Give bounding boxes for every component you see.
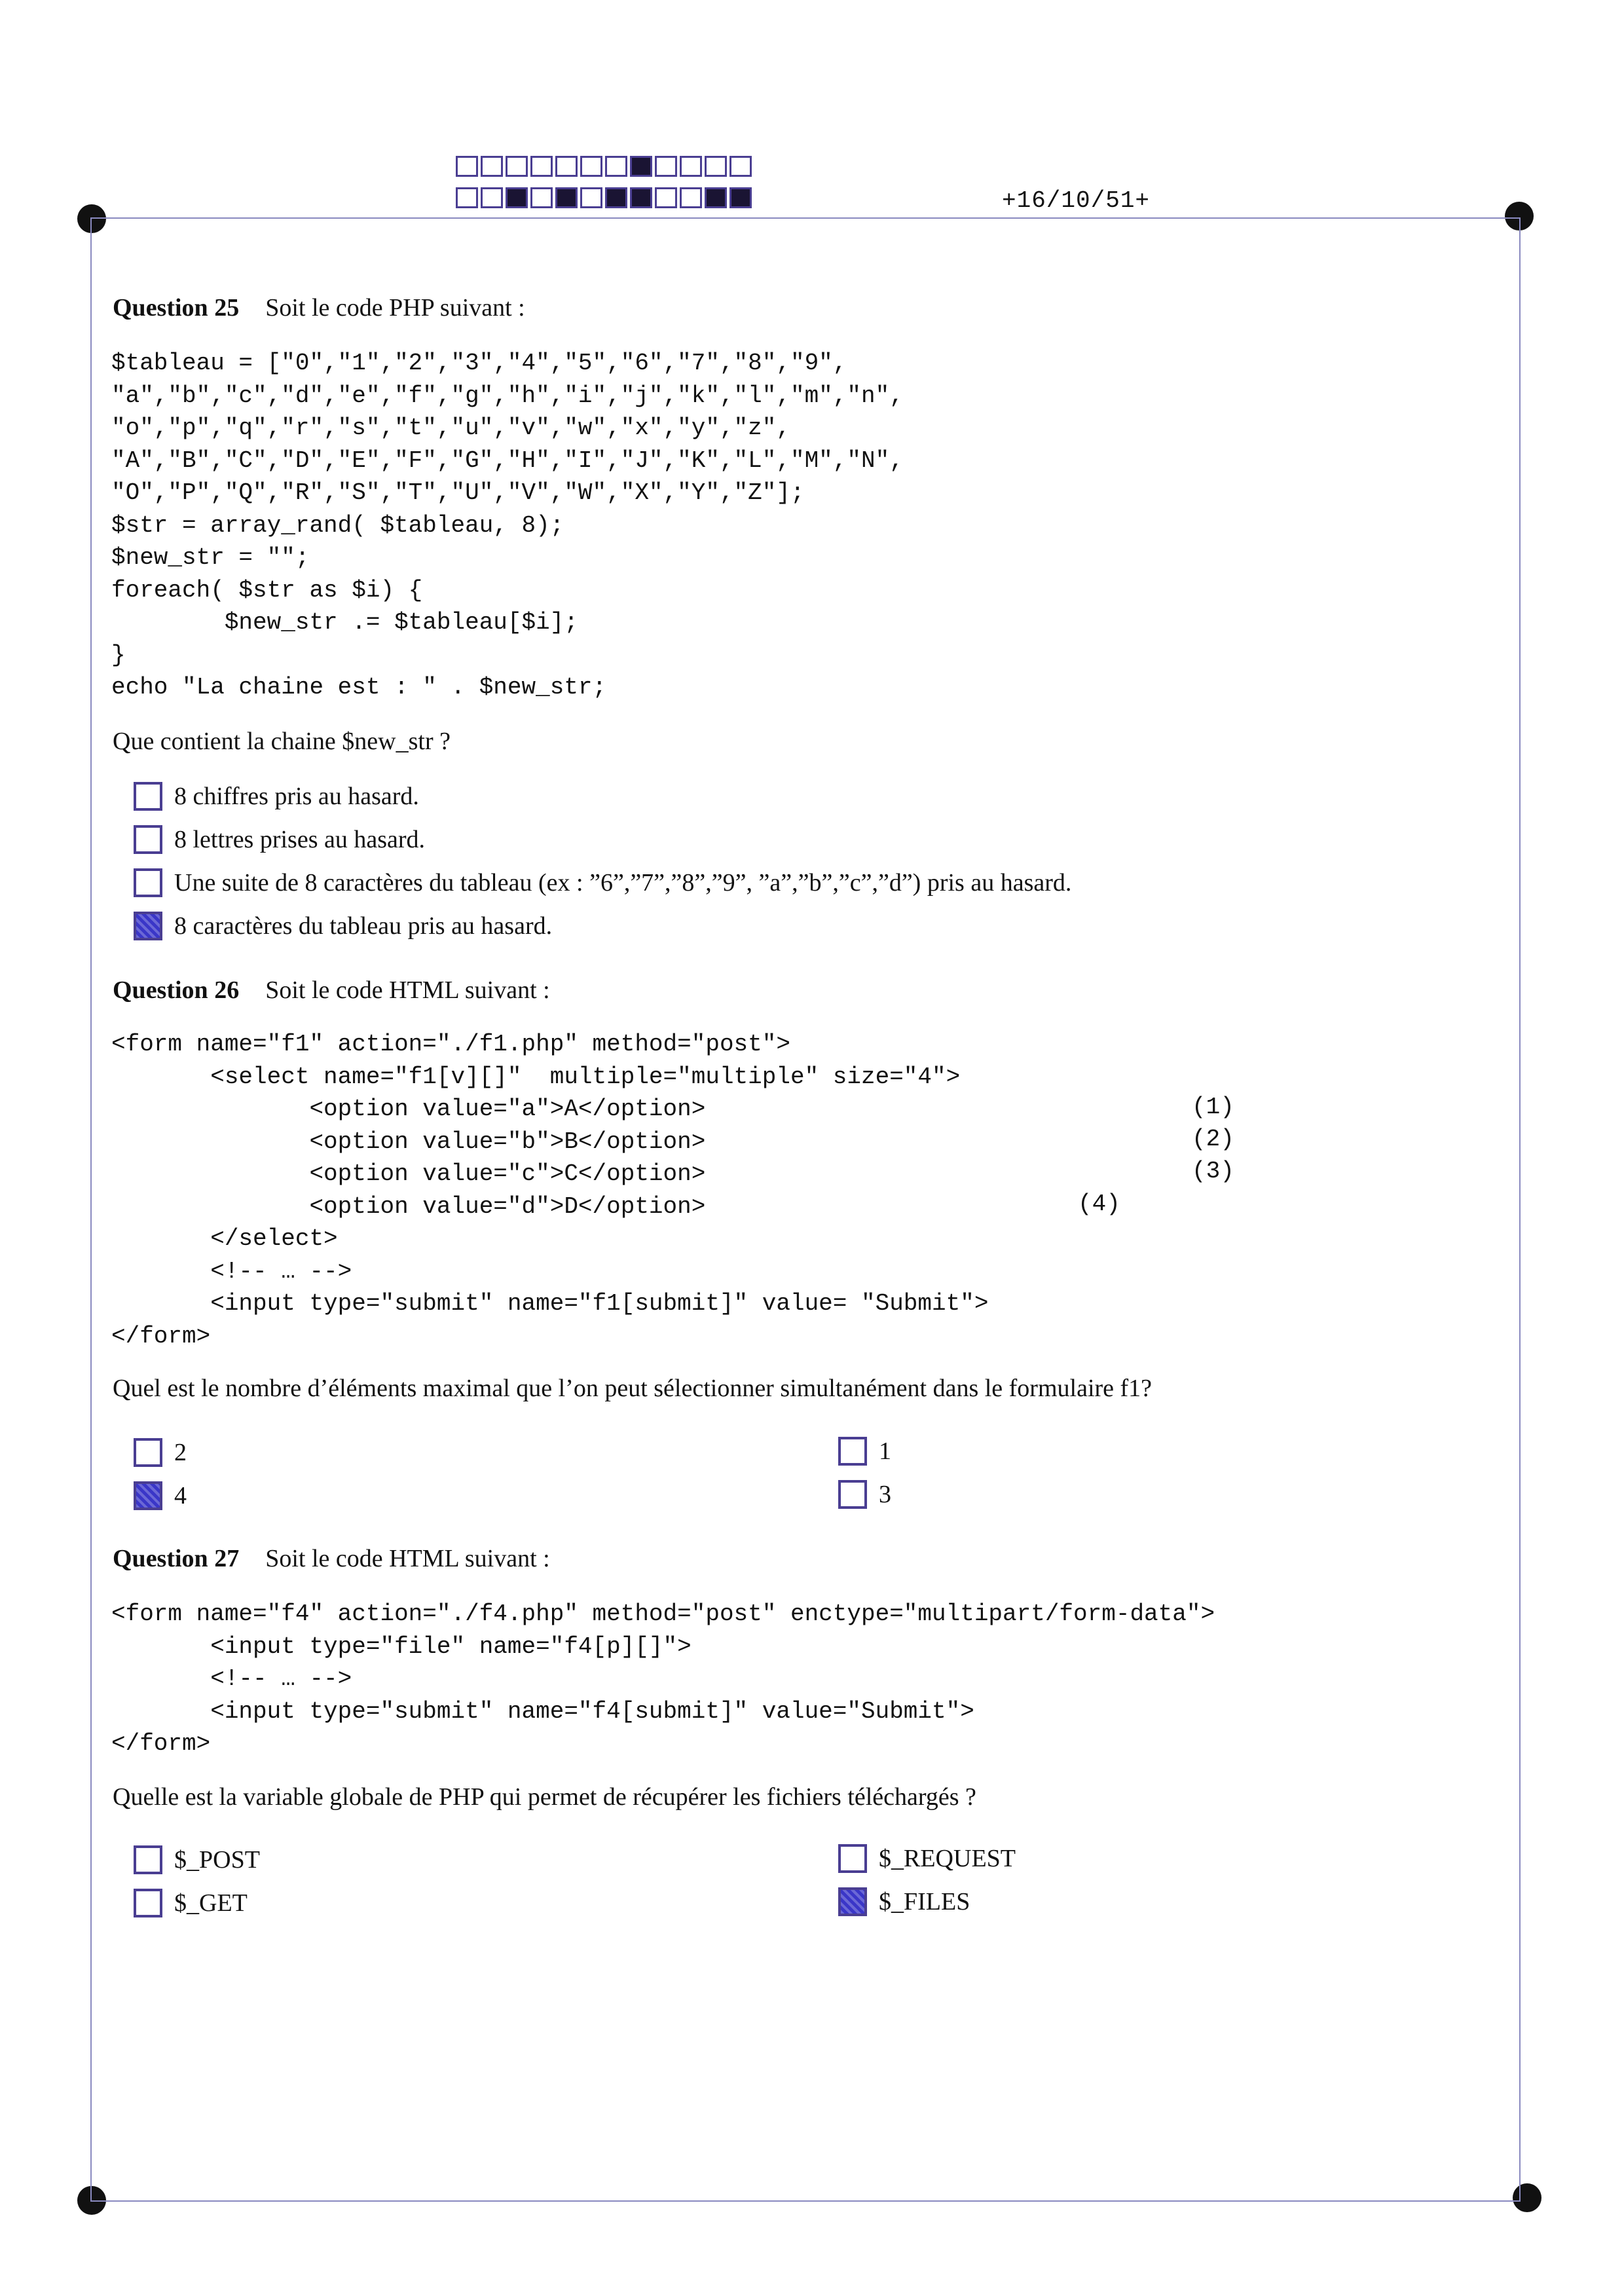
question-26-heading [113, 976, 550, 1005]
q26-choice-3[interactable] [838, 1480, 891, 1509]
checkbox[interactable] [134, 1438, 162, 1467]
q27-prompt: Quelle est la variable globale de PHP qui permet de récupérer les fichiers téléchargés ? [113, 1783, 976, 1811]
q27-choice-post[interactable] [134, 1845, 260, 1874]
q25-choice-2[interactable] [134, 825, 425, 854]
q27-choice-get[interactable] [134, 1889, 248, 1917]
q26-choice-4[interactable] [134, 1481, 187, 1510]
barcode-row-1 [456, 156, 752, 177]
barcode-cell [481, 187, 503, 208]
code-line: <input type="file" name="f4[p][]"> [111, 1633, 692, 1660]
code-line: <form name="f4" action="./f4.php" method="post" enctype="multipart/form-data"> [111, 1601, 1215, 1627]
barcode-cell [456, 156, 478, 177]
barcode-cell [555, 187, 578, 208]
barcode-cell [580, 187, 602, 208]
question-number: Question 27 [113, 1545, 240, 1572]
choice-label: $_GET [174, 1889, 248, 1917]
barcode-cell [506, 156, 528, 177]
code-line: "O","P","Q","R","S","T","U","V","W","X","Y","Z"]; [111, 479, 805, 506]
q25-choice-3[interactable] [134, 868, 1071, 897]
code-line: <!-- … --> [111, 1257, 352, 1285]
code-line: <option value="d">D</option> [111, 1193, 706, 1220]
checkbox[interactable] [134, 825, 162, 854]
choice-label: 8 caractères du tableau pris au hasard. [174, 912, 553, 940]
q27-code-block [111, 1598, 1215, 1760]
code-line: "a","b","c","d","e","f","g","h","i","j","k","l","m","n", [111, 382, 904, 409]
barcode-cell [655, 156, 677, 177]
q26-code-block [111, 1028, 988, 1352]
choice-label: 1 [879, 1437, 891, 1465]
question-number: Question 25 [113, 294, 240, 322]
q26-prompt: Quel est le nombre d’éléments maximal que l’on peut sélectionner simultanément dans le formulaire f1? [113, 1375, 1153, 1402]
code-line: <input type="submit" name="f1[submit]" value= "Submit"> [111, 1290, 989, 1317]
code-line: <input type="submit" name="f4[submit]" value="Submit"> [111, 1697, 974, 1725]
code-line: <option value="b">B</option> [111, 1128, 706, 1155]
barcode-cell [456, 187, 478, 208]
barcode-row-2 [456, 187, 752, 208]
code-line: echo "La chaine est : " . $new_str; [111, 674, 607, 701]
choice-label: $_FILES [879, 1888, 970, 1916]
q27-choice-request[interactable] [838, 1844, 1016, 1873]
code-line: <select name="f1[v][]" multiple="multiple" size="4"> [111, 1063, 961, 1090]
barcode-cell [705, 156, 727, 177]
marker-2: (2) [1192, 1126, 1234, 1153]
question-25-heading [113, 293, 525, 322]
checkbox[interactable] [134, 782, 162, 811]
question-intro: Soit le code PHP suivant : [265, 294, 525, 322]
choice-label: 8 chiffres pris au hasard. [174, 783, 419, 810]
barcode-cell [580, 156, 602, 177]
code-line: foreach( $str as $i) { [111, 576, 423, 604]
barcode-cell [630, 187, 652, 208]
code-line: </select> [111, 1225, 338, 1252]
barcode-cell [555, 156, 578, 177]
q26-choice-2[interactable] [134, 1438, 187, 1467]
q25-code-block [111, 347, 904, 704]
checkbox[interactable] [134, 1481, 162, 1510]
checkbox[interactable] [838, 1437, 867, 1466]
checkbox[interactable] [838, 1844, 867, 1873]
marker-4: (4) [1078, 1191, 1120, 1217]
choice-label: 4 [174, 1482, 187, 1509]
code-line: </form> [111, 1730, 211, 1757]
barcode-cell [729, 187, 752, 208]
choice-label: $_REQUEST [879, 1845, 1016, 1872]
code-line: "A","B","C","D","E","F","G","H","I","J","K","L","M","N", [111, 447, 904, 474]
question-number: Question 26 [113, 976, 240, 1004]
checkbox[interactable] [134, 1889, 162, 1917]
choice-label: 3 [879, 1481, 891, 1508]
barcode-cell [630, 156, 652, 177]
code-line: <!-- … --> [111, 1665, 352, 1692]
barcode-cell [506, 187, 528, 208]
code-line: </form> [111, 1322, 211, 1350]
barcode-cell [680, 187, 702, 208]
q27-choice-files[interactable] [838, 1887, 970, 1916]
choice-label: 2 [174, 1439, 187, 1466]
checkbox[interactable] [134, 1845, 162, 1874]
barcode-cell [729, 156, 752, 177]
barcode-cell [680, 156, 702, 177]
choice-label: $_POST [174, 1846, 260, 1874]
code-line: <option value="c">C</option> [111, 1160, 706, 1187]
code-line: } [111, 641, 126, 669]
q25-choice-1[interactable] [134, 782, 419, 811]
checkbox[interactable] [134, 912, 162, 940]
code-line: <form name="f1" action="./f1.php" method="post"> [111, 1031, 790, 1058]
barcode-cell [605, 156, 627, 177]
question-intro: Soit le code HTML suivant : [265, 976, 550, 1004]
code-line: $str = array_rand( $tableau, 8); [111, 511, 564, 539]
barcode-cell [530, 156, 553, 177]
question-27-heading [113, 1544, 550, 1573]
barcode-cell [481, 156, 503, 177]
checkbox[interactable] [838, 1887, 867, 1916]
barcode-cell [655, 187, 677, 208]
code-line: $new_str .= $tableau[$i]; [111, 609, 578, 636]
q26-choice-1[interactable] [838, 1437, 891, 1466]
barcode-cell [530, 187, 553, 208]
q25-prompt: Que contient la chaine $new_str ? [113, 728, 451, 755]
q25-choice-4[interactable] [134, 912, 552, 940]
code-line: "o","p","q","r","s","t","u","v","w","x","y","z", [111, 415, 790, 441]
sheet-id: +16/10/51+ [1002, 187, 1151, 214]
checkbox[interactable] [134, 868, 162, 897]
barcode-cell [605, 187, 627, 208]
marker-1: (1) [1192, 1094, 1234, 1120]
checkbox[interactable] [838, 1480, 867, 1509]
choice-label: Une suite de 8 caractères du tableau (ex : ”6”,”7”,”8”,”9”, ”a”,”b”,”c”,”d”) pris au hasard. [174, 869, 1072, 897]
question-intro: Soit le code HTML suivant : [265, 1545, 550, 1572]
code-line: $tableau = ["0","1","2","3","4","5","6","7","8","9", [111, 350, 847, 377]
code-line: <option value="a">A</option> [111, 1096, 706, 1122]
marker-3: (3) [1192, 1158, 1234, 1185]
code-line: $new_str = ""; [111, 544, 310, 571]
choice-label: 8 lettres prises au hasard. [174, 826, 426, 853]
barcode-cell [705, 187, 727, 208]
